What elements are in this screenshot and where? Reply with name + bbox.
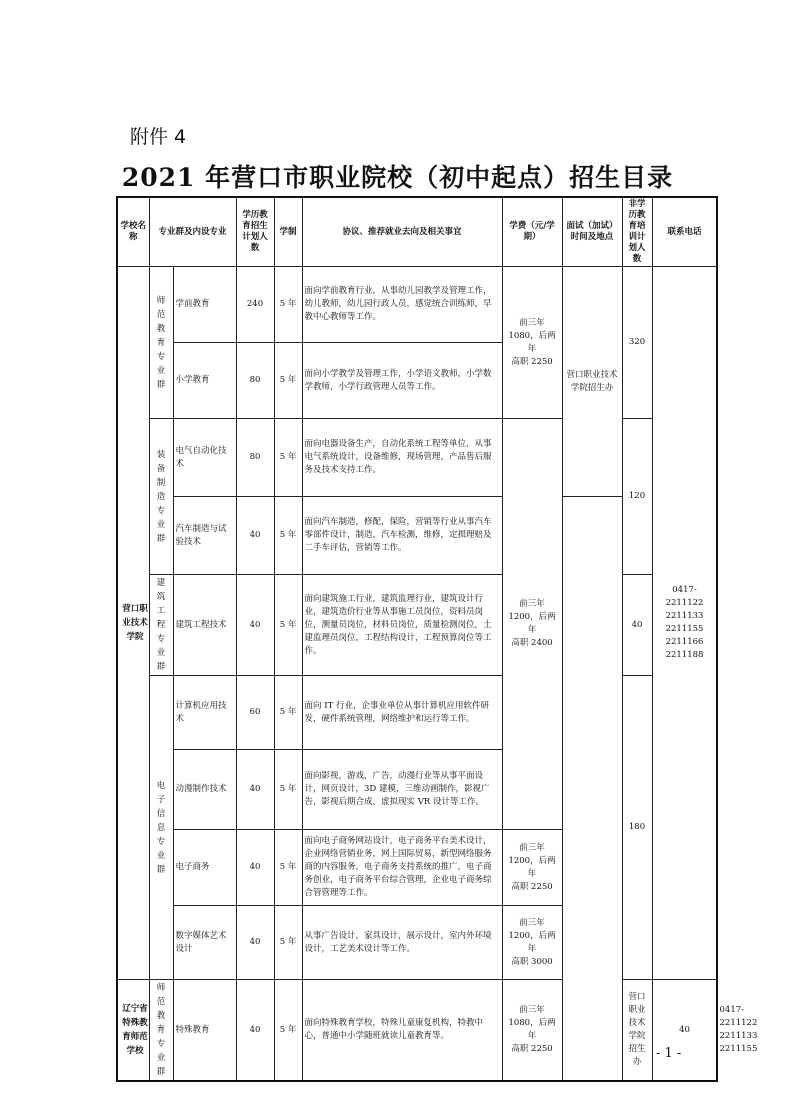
attachment-label: 附件 4 bbox=[130, 126, 187, 148]
interview-cell-empty bbox=[562, 497, 622, 1082]
school-name: 营口职业技术学院 bbox=[122, 604, 148, 642]
desc-cell: 面向 IT 行业，企事业单位从事计算机应用软件研发，硬件系统管理，网络维护和运行等工作。 bbox=[302, 676, 502, 750]
fee-cell: 前三年 1200，后两年 高职 3000 bbox=[502, 906, 562, 980]
desc-cell: 面向特殊教育学校，特殊儿童康复机构，特教中心，普通中小学随班就读儿童教育等。 bbox=[302, 980, 502, 1082]
header-major: 专业群及内设专业 bbox=[149, 197, 236, 267]
table-row bbox=[117, 267, 717, 343]
nonplan-cell: 40 bbox=[652, 980, 717, 1082]
major-cell: 小学教育 bbox=[173, 343, 236, 419]
years-cell: 5 年 bbox=[274, 497, 302, 575]
nonplan-cell: 40 bbox=[622, 575, 652, 676]
major-cell: 电子商务 bbox=[173, 830, 236, 906]
plan-cell: 40 bbox=[236, 750, 274, 830]
plan-cell: 40 bbox=[236, 497, 274, 575]
group-cell bbox=[149, 267, 173, 419]
table-row bbox=[117, 676, 717, 750]
nonplan-cell: 180 bbox=[622, 676, 652, 980]
phone-cell: 0417- 2211122 2211133 2211155 2211166 2211188 bbox=[652, 267, 717, 980]
table-row bbox=[117, 575, 717, 676]
desc-cell: 面向小学教学及管理工作，小学语文教师，小学数学教师，小学行政管理人员等工作。 bbox=[302, 343, 502, 419]
school-name: 辽宁省特殊教育师范学校 bbox=[122, 1004, 148, 1056]
header-desc: 协议、推荐就业去向及相关事宜 bbox=[302, 197, 502, 267]
group-name: 装备制造专业群 bbox=[156, 449, 166, 544]
fee-cell: 前三年 1200，后两年 高职 2250 bbox=[502, 830, 562, 906]
table-row: 辽宁省特殊教育师范学校 师范教育专业群 特殊教育 40 5 年 面向特殊教育学校，特殊儿童康复机构，特教中心，普通中小学随班就读儿童教育等。 前三年 1080，后两年 高职 2250 营口职业技术学院招生办 40 0417- 2211122 2211133 2211155 bbox=[117, 980, 717, 1082]
plan-cell: 40 bbox=[236, 830, 274, 906]
major-cell: 计算机应用技术 bbox=[173, 676, 236, 750]
nonplan-cell: 120 bbox=[622, 419, 652, 575]
fee-cell: 前三年 1200，后两年 高职 2400 bbox=[502, 419, 562, 830]
group-name: 师范教育专业群 bbox=[156, 295, 166, 390]
desc-cell: 从事广告设计，家具设计，展示设计，室内外环境设计，工艺美术设计等工作。 bbox=[302, 906, 502, 980]
fee-cell: 前三年 1080，后两年 高职 2250 bbox=[502, 267, 562, 419]
header-school: 学校名称 bbox=[117, 197, 149, 267]
major-cell: 动漫制作技术 bbox=[173, 750, 236, 830]
major-cell: 特殊教育 bbox=[173, 980, 236, 1082]
header-years: 学制 bbox=[274, 197, 302, 267]
header-phone: 联系电话 bbox=[652, 197, 717, 267]
desc-cell: 面向学前教育行业，从事幼儿园教学及管理工作，幼儿教师，幼儿园行政人员，感觉统合训练师，早教中心教师等工作。 bbox=[302, 267, 502, 343]
major-cell: 建筑工程技术 bbox=[173, 575, 236, 676]
plan-cell: 240 bbox=[236, 267, 274, 343]
desc-cell: 面向电子商务网站设计，电子商务平台美术设计，企业网络营销业务，网上国际贸易，新型网络服务商的内容服务，电子商务支持系统的推广，电子商务创业，电子商务平台综合管理，企业电子商务综合管管理等工作。 bbox=[302, 830, 502, 906]
group-cell bbox=[149, 419, 173, 575]
plan-cell: 80 bbox=[236, 343, 274, 419]
school-name-cell bbox=[117, 980, 149, 1082]
years-cell: 5 年 bbox=[274, 419, 302, 497]
header-nonplan: 非学历教育培训计划人数 bbox=[622, 197, 652, 267]
desc-cell: 面向建筑施工行业，建筑监理行业，建筑设计行业，建筑造价行业等从事施工员岗位，资料员岗位，测量员岗位，材料员岗位，质量检测岗位，土建监理员岗位，工程结构设计，工程预算岗位等工作。 bbox=[302, 575, 502, 676]
desc-cell: 面向影视，游戏，广告，动漫行业等从事平面设计，网页设计，3D 建模，三维动画制作，影视广告，影视后期合成，虚拟现实 VR 设计等工作。 bbox=[302, 750, 502, 830]
major-cell: 数字媒体艺术设计 bbox=[173, 906, 236, 980]
years-cell: 5 年 bbox=[274, 676, 302, 750]
fee-cell: 前三年 1080，后两年 高职 2250 bbox=[502, 980, 562, 1082]
years-cell: 5 年 bbox=[274, 343, 302, 419]
major-cell: 汽车制造与试验技术 bbox=[173, 497, 236, 575]
group-cell bbox=[149, 980, 173, 1082]
group-cell bbox=[149, 575, 173, 676]
interview-cell: 营口职业技术学院招生办 bbox=[622, 980, 652, 1082]
years-cell: 5 年 bbox=[274, 906, 302, 980]
header-interview: 面试（加试）时间及地点 bbox=[562, 197, 622, 267]
nonplan-cell: 320 bbox=[622, 267, 652, 419]
major-cell: 学前教育 bbox=[173, 267, 236, 343]
plan-cell: 80 bbox=[236, 419, 274, 497]
years-cell: 5 年 bbox=[274, 750, 302, 830]
desc-cell: 面向汽车制造，修配，保险，营销等行业从事汽车零部件设计，制造，汽车检测，维修，定损理赔及二手车评估，营销等工作。 bbox=[302, 497, 502, 575]
years-cell: 5 年 bbox=[274, 830, 302, 906]
group-name: 建筑工程专业群 bbox=[156, 578, 166, 672]
plan-cell: 40 bbox=[236, 906, 274, 980]
group-cell bbox=[149, 676, 173, 980]
page-number: - 1 - bbox=[656, 1046, 682, 1061]
table-header-row bbox=[117, 197, 717, 267]
header-plan: 学历教育招生计划人数 bbox=[236, 197, 274, 267]
desc-cell: 面向电器设备生产，自动化系统工程等单位，从事电气系统设计，设备维修，现场管理，产品售后服务及技术支持工作。 bbox=[302, 419, 502, 497]
plan-cell: 40 bbox=[236, 980, 274, 1082]
table-row bbox=[117, 419, 717, 497]
page-title: 2021 年营口市职业院校（初中起点）招生目录 bbox=[121, 163, 674, 192]
interview-cell: 营口职业技术学院招生办 bbox=[562, 267, 622, 497]
group-name: 师范教育专业群 bbox=[156, 983, 166, 1077]
major-cell: 电气自动化技术 bbox=[173, 419, 236, 497]
header-fee: 学费（元/学期） bbox=[502, 197, 562, 267]
plan-cell: 40 bbox=[236, 575, 274, 676]
school-name-cell bbox=[117, 267, 149, 980]
years-cell: 5 年 bbox=[274, 575, 302, 676]
group-name: 电子信息专业群 bbox=[156, 780, 166, 875]
years-cell: 5 年 bbox=[274, 980, 302, 1082]
plan-cell: 60 bbox=[236, 676, 274, 750]
enrollment-table bbox=[116, 196, 758, 1082]
years-cell: 5 年 bbox=[274, 267, 302, 343]
